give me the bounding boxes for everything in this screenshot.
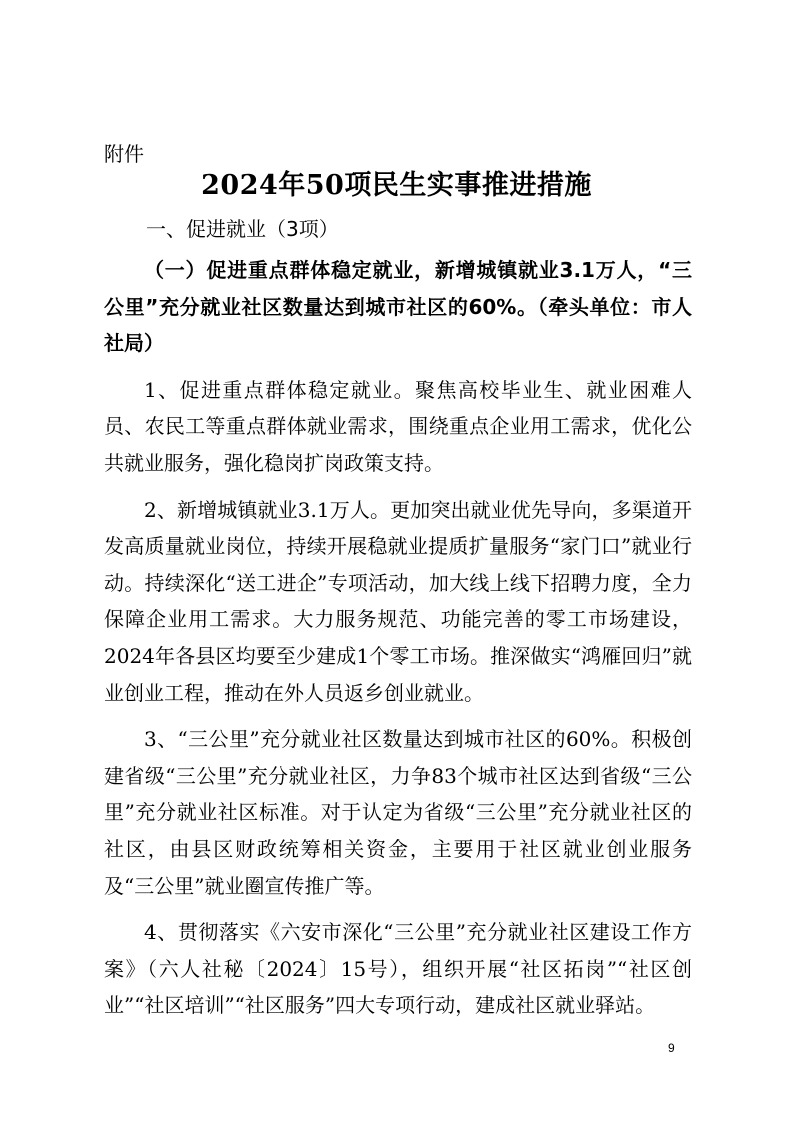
paragraph-item-4: 4、贯彻落实《六安市深化“三公里”充分就业社区建设工作方案》（六人社秘〔2024〕15号），组织开展“社区拓岗”“社区创业”“社区培训”“社区服务”四大专项行动，建成社区就业驿站。 [104, 920, 692, 1018]
paragraph-item-1: 1、促进重点群体稳定就业。聚焦高校毕业生、就业困难人员、农民工等重点群体就业需求，围绕重点企业用工需求，优化公共就业服务，强化稳岗扩岗政策支持。 [104, 377, 692, 475]
paragraph-item-3: 3、“三公里”充分就业社区数量达到城市社区的60%。积极创建省级“三公里”充分就业社区，力争83个城市社区达到省级“三公里”充分就业社区标准。对于认定为省级“三公里”充分就业社区的社区，由县区财政统筹相关资金，主要用于社区就业创业服务及“三公里”就业圈宣传推广等。 [104, 727, 692, 898]
attachment-label: 附件 [104, 142, 144, 166]
page-number: 9 [668, 1041, 675, 1055]
paragraph-item-2: 2、新增城镇就业3.1万人。更加突出就业优先导向，多渠道开发高质量就业岗位，持续开展稳就业提质扩量服务“家门口”就业行动。持续深化“送工进企”专项活动，加大线上线下招聘力度，全力保障企业用工需求。大力服务规范、功能完善的零工市场建设，2024年各县区均要至少建成1个零工市场。推深做实“鸿雁回归”就业创业工程，推动在外人员返乡创业就业。 [104, 497, 692, 705]
subheading: （一）促进重点群体稳定就业，新增城镇就业3.1万人，“三公里”充分就业社区数量达到城市社区的60%。（牵头单位：市人社局） [104, 258, 692, 356]
body-text [104, 252, 692, 1034]
section-heading: 一、促进就业（3项） [146, 217, 339, 241]
page-title: 2024年50项民生实事推进措施 [201, 170, 592, 201]
